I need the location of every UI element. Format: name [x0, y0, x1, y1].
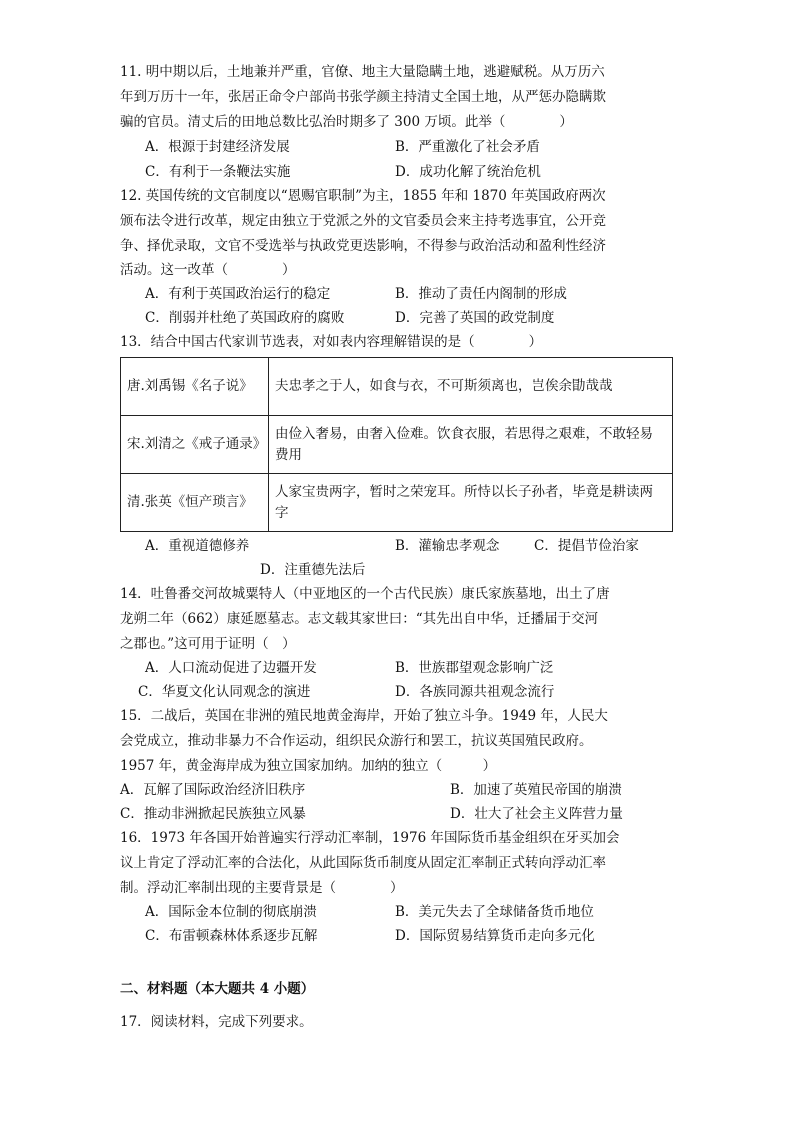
- q16-option-d[interactable]: D．国际贸易结算货币走向多元化: [395, 928, 595, 944]
- q15-line-1: 15．二战后，英国在非洲的殖民地黄金海岸，开始了独立斗争。1949 年，人民大: [120, 708, 608, 724]
- q13-stem: 13．结合中国古代家训节选表，对如表内容理解错误的是（ ）: [120, 334, 543, 350]
- table-source-cell: 宋.刘清之《戒子通录》: [121, 416, 269, 474]
- q12-option-d[interactable]: D．完善了英国的政党制度: [395, 310, 555, 326]
- q11-line-2: 年到万历十一年，张居正命令户部尚书张学颜主持清丈全国土地，从严惩办隐瞒欺: [120, 89, 606, 105]
- q15-option-a[interactable]: A．瓦解了国际政治经济旧秩序: [120, 782, 306, 798]
- q16-option-a[interactable]: A．国际金本位制的彻底崩溃: [145, 904, 317, 920]
- q11-option-b[interactable]: B．严重激化了社会矛盾: [395, 139, 540, 155]
- q15-option-b[interactable]: B．加速了英殖民帝国的崩溃: [450, 782, 622, 798]
- table-source-cell: 清.张英《恒产琐言》: [121, 474, 269, 532]
- q14-line-3: 之郡也。”这可用于证明（ ）: [120, 636, 296, 652]
- q16-line-1: 16．1973 年各国开始普遍实行浮动汇率制，1976 年国际货币基金组织在牙买加会: [120, 830, 620, 846]
- family-instruction-table: [120, 357, 673, 532]
- q14-option-a[interactable]: A．人口流动促进了边疆开发: [145, 660, 317, 676]
- q14-line-1: 14．吐鲁番交河故城粟特人（中亚地区的一个古代民族）康氏家族墓地，出土了唐: [120, 586, 610, 602]
- q12-option-a[interactable]: A．有利于英国政治运行的稳定: [145, 286, 331, 302]
- table-row: [121, 474, 673, 532]
- q12-line-1: 12. 英国传统的文官制度以“恩赐官职制”为主，1855 年和 1870 年英国政府两次: [120, 188, 606, 204]
- section-heading: 二、材料题（本大题共 4 小题）: [120, 981, 315, 997]
- q11-option-c[interactable]: C．有利于一条鞭法实施: [145, 164, 291, 180]
- q13-option-b[interactable]: B．灌输忠孝观念: [395, 538, 500, 554]
- q11-option-d[interactable]: D．成功化解了统治危机: [395, 164, 541, 180]
- q15-option-d[interactable]: D．壮大了社会主义阵营力量: [450, 806, 623, 822]
- q14-option-b[interactable]: B．世族郡望观念影响广泛: [395, 660, 554, 676]
- q11-option-a[interactable]: A．根源于封建经济发展: [145, 139, 290, 155]
- table-row: [121, 416, 673, 474]
- q12-option-c[interactable]: C．削弱并杜绝了英国政府的腐败: [145, 310, 345, 326]
- q12-line-2: 颁布法令进行改革，规定由独立于党派之外的文官委员会来主持考选事宜，公开竞: [120, 213, 606, 229]
- q12-line-3: 争、择优录取，文官不受选举与执政党更迭影响，不得参与政治活动和盈利性经济: [120, 238, 606, 254]
- q11-line-1: 11. 明中期以后，土地兼并严重，官僚、地主大量隐瞒土地，逃避赋税。从万历六: [120, 64, 605, 80]
- table-source-cell: 唐.刘禹锡《名子说》: [121, 358, 269, 416]
- table-text-cell: 由俭入奢易，由奢入俭难。饮食衣服，若思得之艰难，不敢轻易费用: [269, 416, 673, 474]
- q16-line-2: 议上肯定了浮动汇率的合法化，从此国际货币制度从固定汇率制正式转向浮动汇率: [120, 855, 606, 871]
- q14-option-d[interactable]: D．各族同源共祖观念流行: [395, 684, 555, 700]
- table-text-cell: 人家宝贵两字，暂时之荣宠耳。所恃以长子孙者，毕竟是耕读两字: [269, 474, 673, 532]
- q14-line-2: 龙朔二年（662）康延愿墓志。志文载其家世曰：“其先出自中华，迁播届于交河: [120, 611, 599, 627]
- q17-stem: 17．阅读材料，完成下列要求。: [120, 1014, 313, 1030]
- q13-option-c[interactable]: C．提倡节俭治家: [534, 538, 639, 554]
- q16-line-3: 制。浮动汇率制出现的主要背景是（ ）: [120, 880, 404, 896]
- q16-option-b[interactable]: B．美元失去了全球储备货币地位: [395, 904, 594, 920]
- q11-line-3: 骗的官员。清丈后的田地总数比弘治时期多了 300 万顷。此举（ ）: [120, 114, 573, 130]
- table-text-cell: 夫忠孝之于人，如食与衣，不可斯须离也，岂俟余勖哉哉: [269, 358, 673, 416]
- q13-option-d[interactable]: D．注重德先法后: [260, 562, 366, 578]
- q16-option-c[interactable]: C．布雷顿森林体系逐步瓦解: [145, 928, 318, 944]
- table-row: [121, 358, 673, 416]
- q15-option-c[interactable]: C．推动非洲掀起民族独立风暴: [120, 806, 306, 822]
- q14-option-c[interactable]: C．华夏文化认同观念的演进: [138, 684, 311, 700]
- q12-option-b[interactable]: B．推动了责任内阁制的形成: [395, 286, 567, 302]
- q15-line-2: 会党成立，推动非暴力不合作运动，组织民众游行和罢工，抗议英国殖民政府。: [120, 733, 593, 749]
- q13-option-a[interactable]: A．重视道德修养: [145, 538, 250, 554]
- q12-line-4: 活动。这一改革（ ）: [120, 262, 296, 278]
- q15-line-3: 1957 年，黄金海岸成为独立国家加纳。加纳的独立（ ）: [120, 758, 497, 774]
